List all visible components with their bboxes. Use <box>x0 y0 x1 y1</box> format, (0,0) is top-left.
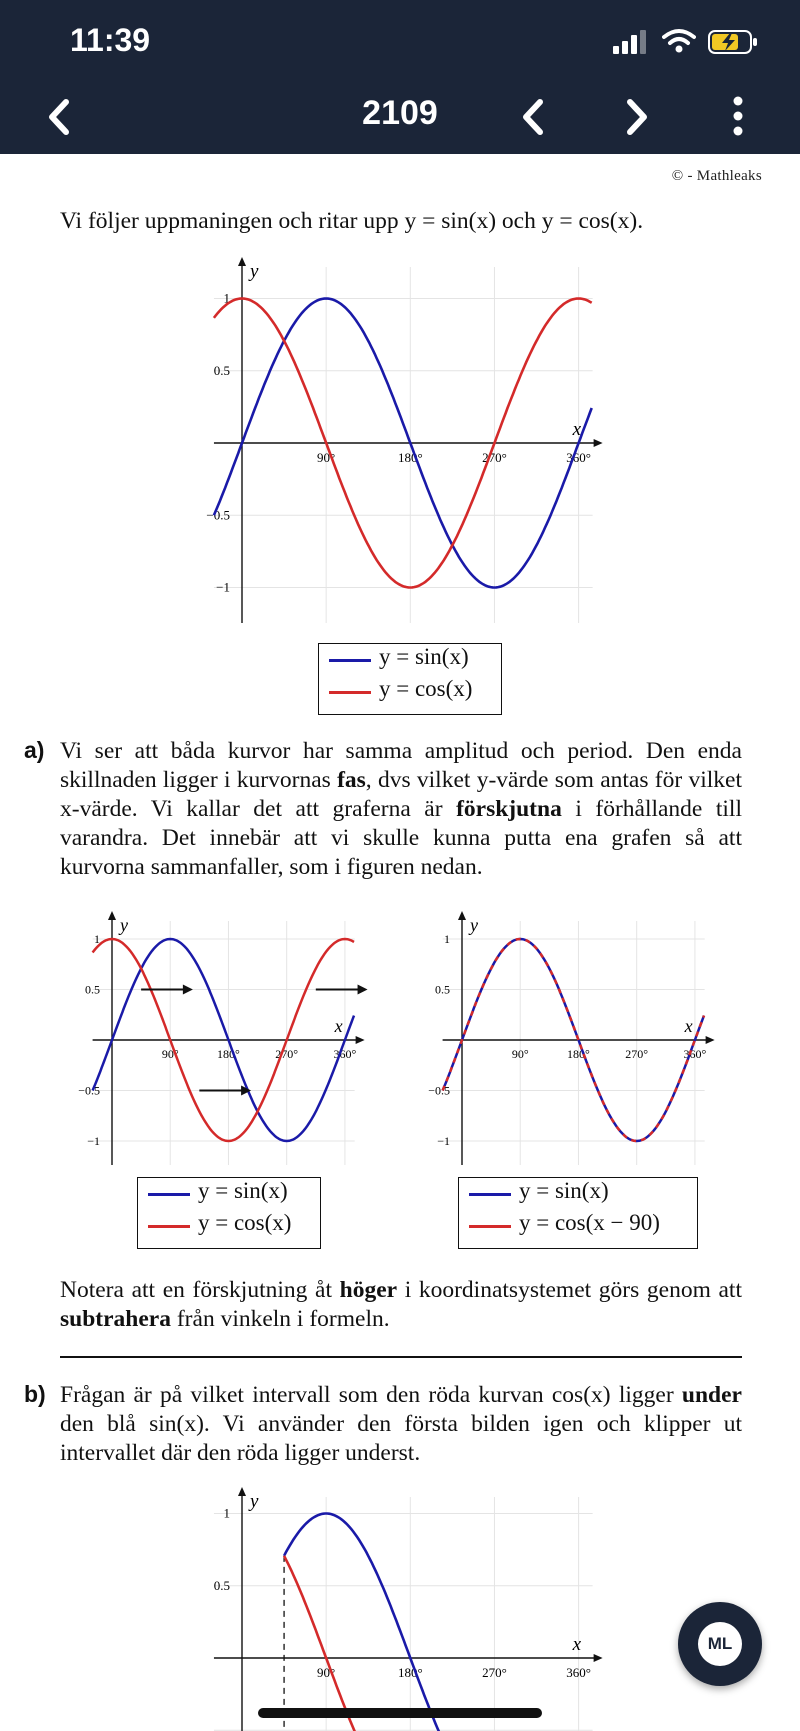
y-axis-label: y <box>250 1491 259 1512</box>
note-text: Notera att en förskjutning åt höger i koordinatsystemet görs genom att subtrahera från vinkeln i formeln. <box>60 1277 742 1332</box>
shift-arrows-chart <box>60 905 390 1170</box>
next-icon[interactable] <box>622 98 650 136</box>
y-tick-label: −1 <box>216 579 230 595</box>
legend-label-cos-shift: y = cos(x − 90) <box>519 1210 660 1235</box>
battery-icon <box>708 29 760 55</box>
x-tick-label: 180° <box>397 1665 423 1680</box>
y-tick-label: 1 <box>94 932 100 946</box>
x-axis-label: x <box>334 1016 343 1036</box>
bold-under: under <box>681 1382 742 1408</box>
y-axis-label: y <box>250 261 259 282</box>
legend-label-cos: y = cos(x) <box>379 676 473 701</box>
y-tick-label: 1 <box>444 932 450 946</box>
y-tick-label: −1 <box>87 1134 100 1148</box>
x-axis-arrow-icon <box>594 439 603 447</box>
legend-row-cos <box>319 676 501 708</box>
sin-cos-chart <box>190 255 630 635</box>
x-tick-label: 270° <box>275 1047 299 1061</box>
bold-fas: fas <box>337 767 366 793</box>
shift-arrow-head-icon <box>183 985 193 995</box>
mathleaks-fab[interactable] <box>678 1602 762 1686</box>
wifi-icon <box>662 28 696 54</box>
interval-chart <box>190 1485 630 1731</box>
coinciding-chart <box>410 905 740 1170</box>
signal-icon <box>613 30 649 54</box>
y-axis-label: y <box>470 915 478 935</box>
x-tick-label: 360° <box>566 1665 591 1680</box>
legend-row-cos-shift <box>459 1210 697 1242</box>
x-axis-label: x <box>572 419 582 440</box>
legend-1 <box>318 643 502 715</box>
legend-label-cos: y = cos(x) <box>198 1210 292 1235</box>
x-tick-label: 270° <box>625 1047 649 1061</box>
y-tick-label: −0.5 <box>78 1083 100 1098</box>
y-axis-arrow-icon <box>238 1487 246 1496</box>
x-tick-label: 90° <box>511 1047 529 1061</box>
x-axis-arrow-icon <box>706 1036 715 1044</box>
status-time: 11:39 <box>70 22 151 58</box>
part-a-text: Vi ser att båda kurvor har samma amplitud och period. Den enda skillnaden ligger i kurvornas fas, dvs vilket y-värde som antas för vilket x-värde. Vi kallar det att graferna är förskjutna i förhållande till varandra. Det innebär att vi skulle kunna putta ena grafen så att kurvorna sammanfaller, som i figuren nedan. <box>60 738 742 880</box>
bold-forskjutna: förskjutna <box>456 796 562 822</box>
legend-swatch-cos <box>148 1225 190 1228</box>
legend-label-sin: y = sin(x) <box>198 1178 288 1203</box>
legend-row-sin <box>459 1178 697 1210</box>
bold-hoger: höger <box>339 1277 398 1303</box>
divider <box>60 1356 742 1358</box>
more-icon[interactable] <box>728 94 748 138</box>
y-tick-label: 0.5 <box>85 982 100 997</box>
sin-curve <box>284 1514 452 1731</box>
legend-swatch-sin <box>148 1193 190 1196</box>
x-axis-label: x <box>572 1634 582 1655</box>
legend-swatch-cos <box>469 1225 511 1228</box>
x-tick-label: 90° <box>317 1665 336 1680</box>
legend-row-cos <box>138 1210 320 1242</box>
y-axis-label: y <box>120 915 128 935</box>
status-bar <box>0 0 800 82</box>
x-tick-label: 180° <box>397 450 423 465</box>
legend-row-sin <box>138 1178 320 1210</box>
shift-arrow-head-icon <box>358 985 368 995</box>
y-tick-label: 1 <box>223 1505 230 1521</box>
legend-swatch-sin <box>469 1193 511 1196</box>
legend-row-sin <box>319 644 501 676</box>
part-b-text: Frågan är på vilket intervall som den röda kurvan cos(x) ligger under den blå sin(x). Vi använder den första bilden igen och klipper ut intervallet där den röda ligger underst. <box>60 1382 742 1466</box>
x-tick-label: 270° <box>482 450 507 465</box>
nav-bar <box>0 82 800 154</box>
y-axis-arrow-icon <box>108 911 116 920</box>
previous-icon[interactable] <box>520 98 548 136</box>
intro-text: Vi följer uppmaningen och ritar upp y = sin(x) och y = cos(x). <box>60 208 644 234</box>
copyright-text: © - Mathleaks <box>671 168 762 184</box>
y-tick-label: −0.5 <box>428 1083 450 1098</box>
y-axis-arrow-icon <box>458 911 466 920</box>
legend-label-sin: y = sin(x) <box>379 644 469 669</box>
legend-swatch-cos <box>329 691 371 694</box>
bold-subtrahera: subtrahera <box>60 1306 171 1332</box>
y-tick-label: 0.5 <box>435 982 450 997</box>
y-tick-label: −0.5 <box>206 507 230 523</box>
ml-logo-icon: ML <box>698 1622 742 1666</box>
x-tick-label: 180° <box>567 1047 590 1061</box>
legend-label-sin: y = sin(x) <box>519 1178 609 1203</box>
page-title: 2109 <box>362 94 438 132</box>
y-tick-label: 0.5 <box>213 1577 230 1593</box>
x-axis-arrow-icon <box>594 1654 603 1662</box>
x-tick-label: 270° <box>482 1665 507 1680</box>
x-tick-label: 360° <box>683 1047 707 1061</box>
legend-2 <box>137 1177 321 1249</box>
y-tick-label: −1 <box>437 1134 450 1148</box>
part-a-label: a) <box>24 737 45 763</box>
y-tick-label: 1 <box>223 290 230 306</box>
x-tick-label: 360° <box>333 1047 357 1061</box>
x-tick-label: 180° <box>217 1047 240 1061</box>
legend-swatch-sin <box>329 659 371 662</box>
part-b-label: b) <box>24 1381 46 1407</box>
x-tick-label: 90° <box>317 450 336 465</box>
legend-3 <box>458 1177 698 1249</box>
x-axis-label: x <box>684 1016 693 1036</box>
y-tick-label: 0.5 <box>213 362 230 378</box>
x-axis-arrow-icon <box>356 1036 365 1044</box>
x-tick-label: 90° <box>161 1047 179 1061</box>
x-tick-label: 360° <box>566 450 591 465</box>
home-indicator <box>258 1708 542 1718</box>
y-axis-arrow-icon <box>238 257 246 266</box>
